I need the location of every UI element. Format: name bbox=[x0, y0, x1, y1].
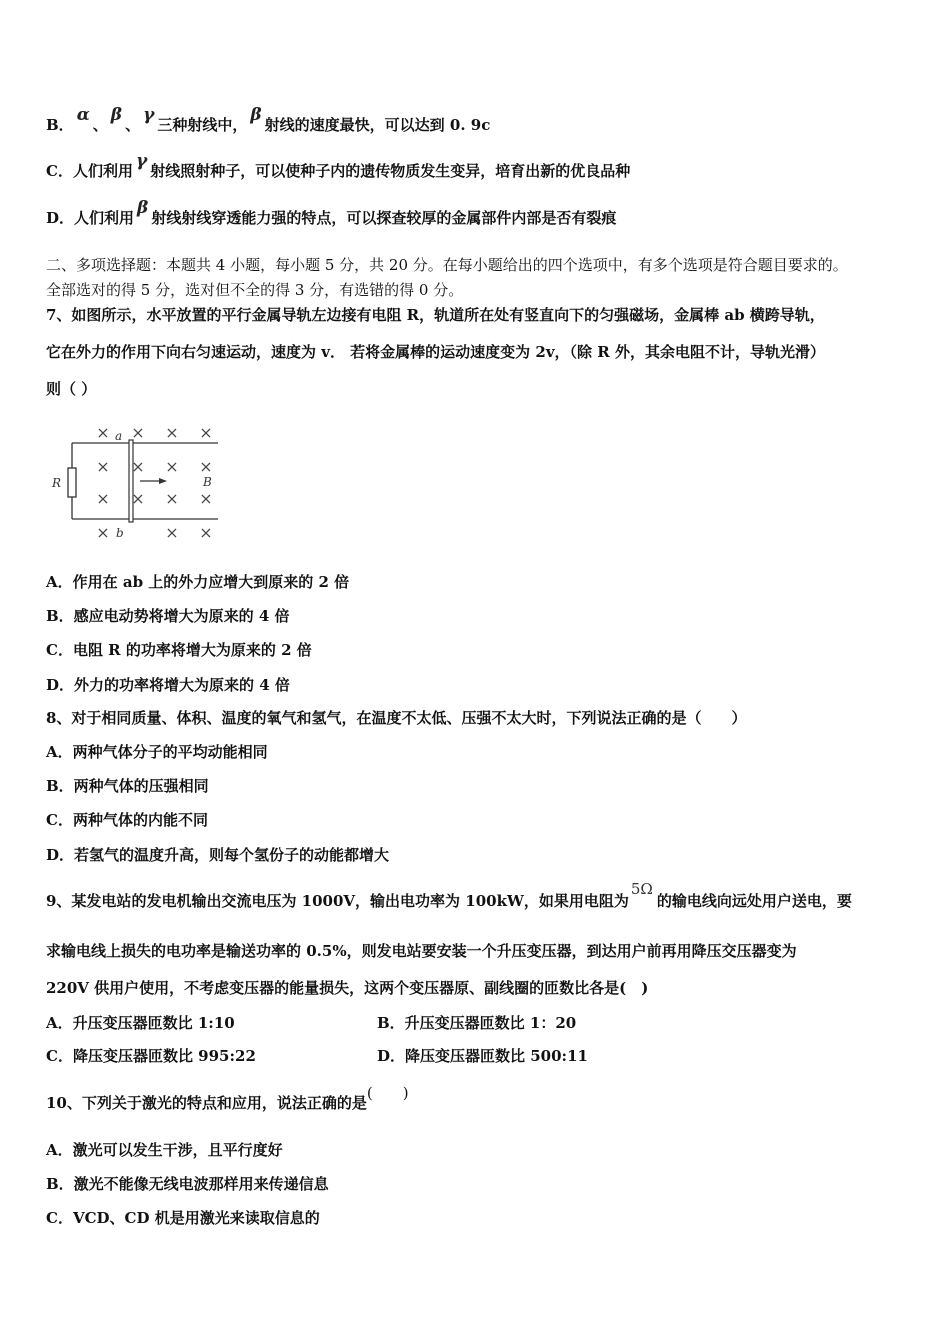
q9-stem-line2: 求输电线上损失的电功率是输送功率的 0.5%，则发电站要安装一个升压变压器，到达用户前再用降压交压器变为 bbox=[46, 942, 797, 960]
q10-option-b: B．激光不能像无线电波那样用来传递信息 bbox=[46, 1175, 329, 1193]
resistor bbox=[68, 468, 76, 497]
field-cross: × bbox=[96, 489, 110, 508]
field-cross: × bbox=[165, 523, 179, 542]
q10-option-c: C．VCD、CD 机是用激光来读取信息的 bbox=[46, 1209, 320, 1227]
section-heading: 二、多项选择题：本题共 4 小题，每小题 5 分，共 20 分。在每小题给出的四个选项中，有多个选项是符合题目要求的。 bbox=[46, 256, 848, 274]
beta-symbol: β bbox=[250, 105, 262, 125]
separator: 、 bbox=[125, 116, 141, 134]
section-instruction: 全部选对的得 5 分，选对但不全的得 3 分，有选错的得 0 分。 bbox=[46, 281, 464, 299]
q8-option-b: B．两种气体的压强相同 bbox=[46, 777, 209, 795]
arrow-head bbox=[159, 478, 167, 484]
gamma-symbol: γ bbox=[135, 151, 148, 171]
field-cross: × bbox=[131, 457, 145, 476]
q6-option-b bbox=[46, 105, 491, 135]
q9-option-d: D．降压变压器匝数比 500:11 bbox=[377, 1047, 588, 1065]
stem-text: 的输电线向远处用户送电，要 bbox=[656, 892, 852, 910]
q8-option-a: A．两种气体分子的平均动能相同 bbox=[46, 743, 268, 761]
option-text: 射线照射种子，可以使种子内的遗传物质发生变异，培育出新的优良品种 bbox=[150, 162, 631, 180]
option-text: 人们利用 bbox=[74, 209, 135, 227]
label-B: B bbox=[203, 475, 212, 489]
field-cross: × bbox=[199, 523, 213, 542]
separator: 、 bbox=[92, 116, 108, 134]
field-cross: × bbox=[199, 423, 213, 442]
stem-text: 9、某发电站的发电机输出交流电压为 1000V，输出电功率为 100kW，如果用电阻为 bbox=[46, 892, 629, 910]
q7-option-c: C．电阻 R 的功率将增大为原来的 2 倍 bbox=[46, 641, 312, 659]
q7-stem-line3: 则（ ） bbox=[46, 380, 97, 398]
option-text: 射线的速度最快，可以达到 0. 9c bbox=[264, 116, 491, 134]
field-cross: × bbox=[199, 457, 213, 476]
q9-option-b: B．升压变压器匝数比 1：20 bbox=[377, 1014, 577, 1032]
option-text: 射线射线穿透能力强的特点，可以探查较厚的金属部件内部是否有裂痕 bbox=[151, 209, 617, 227]
beta-symbol: β bbox=[110, 105, 123, 125]
q7-stem-line2: 它在外力的作用下向右匀速运动，速度为 v． 若将金属棒的运动速度变为 2v，（除 R 外，其余电阻不计，导轨光滑） bbox=[46, 343, 825, 361]
field-cross: × bbox=[199, 489, 213, 508]
gamma-symbol: γ bbox=[143, 105, 155, 125]
field-cross: × bbox=[96, 423, 110, 442]
field-cross: × bbox=[165, 489, 179, 508]
field-cross: × bbox=[131, 423, 145, 442]
field-cross: × bbox=[96, 523, 110, 542]
q7-option-d: D．外力的功率将增大为原来的 4 倍 bbox=[46, 676, 290, 694]
option-label: C． bbox=[46, 162, 73, 180]
q9-option-a: A．升压变压器匝数比 1:10 bbox=[46, 1014, 235, 1032]
beta-symbol: β bbox=[137, 198, 149, 218]
q6-option-c bbox=[46, 151, 631, 181]
q6-option-d bbox=[46, 198, 617, 228]
answer-parentheses: ( ) bbox=[366, 1084, 409, 1102]
field-cross: × bbox=[131, 489, 145, 508]
q7-option-b: B．感应电动势将增大为原来的 4 倍 bbox=[46, 607, 290, 625]
option-text: 人们利用 bbox=[72, 162, 133, 180]
q8-option-d: D．若氢气的温度升高，则每个氢份子的动能都增大 bbox=[46, 846, 390, 864]
alpha-symbol: α bbox=[76, 105, 90, 125]
option-label: B． bbox=[46, 116, 74, 134]
option-label: D． bbox=[46, 209, 75, 227]
option-text: 三种射线中， bbox=[157, 116, 248, 134]
q7-option-a: A．作用在 ab 上的外力应增大到原来的 2 倍 bbox=[46, 573, 350, 591]
q7-stem-line1: 7、如图所示，水平放置的平行金属导轨左边接有电阻 R，轨道所在处有竖直向下的匀强磁场，金属棒 ab 横跨导轨， bbox=[46, 306, 825, 324]
label-b: b bbox=[116, 526, 124, 540]
q8-option-c: C．两种气体的内能不同 bbox=[46, 811, 208, 829]
q10-stem bbox=[46, 1084, 409, 1113]
q7-circuit-figure bbox=[48, 420, 223, 548]
resistance-symbol: 5Ω bbox=[630, 880, 653, 898]
field-cross: × bbox=[165, 423, 179, 442]
field-cross: × bbox=[165, 457, 179, 476]
q10-option-a: A．激光可以发生干涉，且平行度好 bbox=[46, 1141, 283, 1159]
metal-rod bbox=[129, 440, 133, 522]
q9-stem-line3: 220V 供用户使用，不考虑变压器的能量损失，这两个变压器原、副线圈的匝数比各是( ) bbox=[46, 979, 649, 997]
q8-stem: 8、对于相同质量、体积、温度的氧气和氢气，在温度不太低、压强不太大时，下列说法正确的是（ ） bbox=[46, 709, 747, 727]
field-cross: × bbox=[96, 457, 110, 476]
q9-option-c: C．降压变压器匝数比 995:22 bbox=[46, 1047, 256, 1065]
q9-stem-line1 bbox=[46, 880, 852, 911]
stem-text: 10、下列关于激光的特点和应用，说法正确的是 bbox=[46, 1094, 367, 1112]
label-R: R bbox=[52, 476, 62, 490]
label-a: a bbox=[115, 429, 123, 443]
